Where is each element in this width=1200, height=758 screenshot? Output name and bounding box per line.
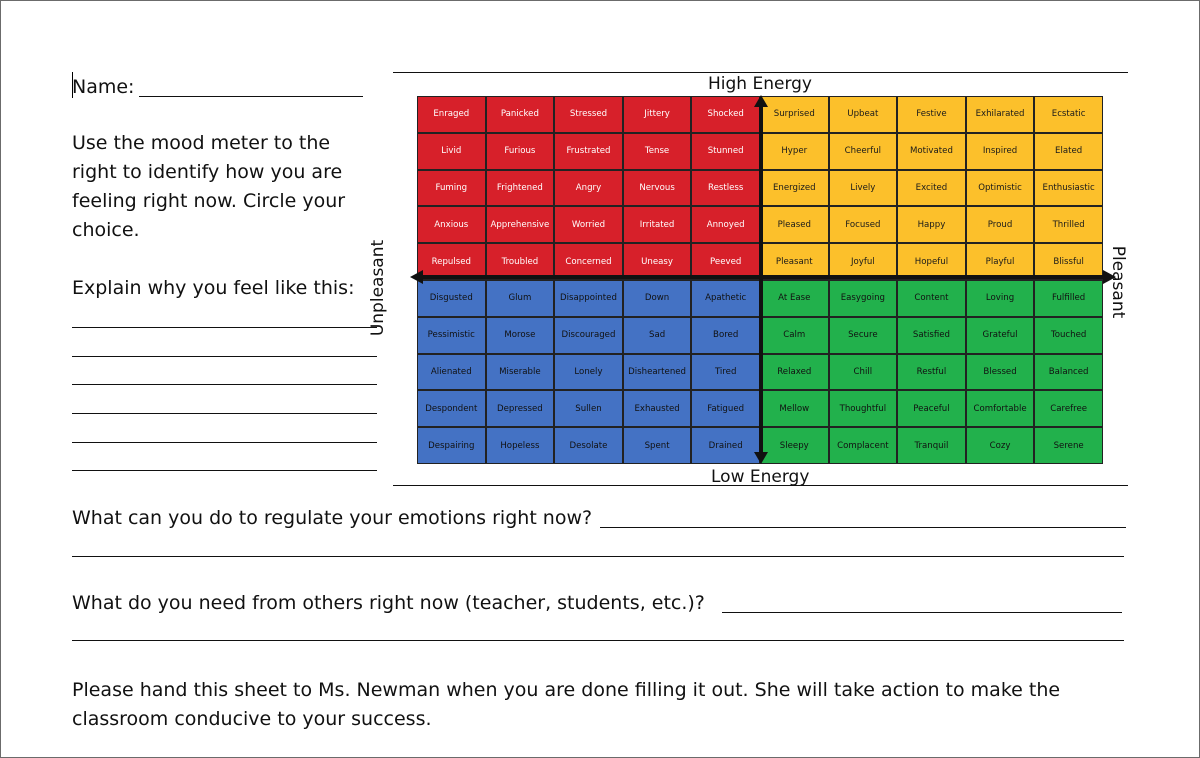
mood-cell[interactable]: Restless <box>691 170 760 207</box>
mood-cell[interactable]: Anxious <box>417 206 486 243</box>
mood-cell[interactable]: Glum <box>486 280 555 317</box>
mood-cell[interactable]: Exhausted <box>623 390 692 427</box>
mood-cell[interactable]: Nervous <box>623 170 692 207</box>
explain-label: Explain why you feel like this: <box>72 277 355 299</box>
mood-cell[interactable]: Despairing <box>417 427 486 464</box>
mood-cell[interactable]: Content <box>897 280 966 317</box>
explain-line-3[interactable] <box>72 384 377 385</box>
explain-line-2[interactable] <box>72 356 377 357</box>
regulate-answer-line-2[interactable] <box>72 556 1124 557</box>
mood-cell[interactable]: Lonely <box>554 354 623 391</box>
name-field-line[interactable] <box>139 96 363 97</box>
mood-cell[interactable]: Troubled <box>486 243 555 280</box>
mood-cell[interactable]: Loving <box>966 280 1035 317</box>
mood-cell[interactable]: Hopeless <box>486 427 555 464</box>
mood-cell[interactable]: Sleepy <box>760 427 829 464</box>
mood-cell[interactable]: Upbeat <box>829 96 898 133</box>
mood-cell[interactable]: Energized <box>760 170 829 207</box>
explain-line-6[interactable] <box>72 470 377 471</box>
mood-cell[interactable]: Stressed <box>554 96 623 133</box>
mood-cell[interactable]: Balanced <box>1034 354 1103 391</box>
mood-cell[interactable]: Sad <box>623 317 692 354</box>
mood-cell[interactable]: Livid <box>417 133 486 170</box>
mood-cell[interactable]: Annoyed <box>691 206 760 243</box>
mood-cell[interactable]: Ecstatic <box>1034 96 1103 133</box>
mood-cell[interactable]: Thoughtful <box>829 390 898 427</box>
mood-cell[interactable]: Joyful <box>829 243 898 280</box>
mood-cell[interactable]: Fuming <box>417 170 486 207</box>
mood-cell[interactable]: Spent <box>623 427 692 464</box>
mood-cell[interactable]: Fulfilled <box>1034 280 1103 317</box>
regulate-question: What can you do to regulate your emotions right now? <box>72 507 593 529</box>
mood-cell[interactable]: Pessimistic <box>417 317 486 354</box>
mood-cell[interactable]: Morose <box>486 317 555 354</box>
mood-cell[interactable]: Motivated <box>897 133 966 170</box>
mood-cell[interactable]: Irritated <box>623 206 692 243</box>
explain-line-1[interactable] <box>72 327 377 328</box>
mood-cell[interactable]: Lively <box>829 170 898 207</box>
mood-cell[interactable]: Cozy <box>966 427 1035 464</box>
mood-cell[interactable]: Hopeful <box>897 243 966 280</box>
mood-cell[interactable]: Shocked <box>691 96 760 133</box>
regulate-answer-line-1[interactable] <box>600 527 1126 528</box>
pleasantness-axis-line <box>422 275 1105 279</box>
mood-cell[interactable]: Bored <box>691 317 760 354</box>
mood-cell[interactable]: Playful <box>966 243 1035 280</box>
mood-cell[interactable]: Disheartened <box>623 354 692 391</box>
closing-note: Please hand this sheet to Ms. Newman when you are done filling it out. She will take action to make the classroom conducive to your success. <box>72 679 1061 730</box>
mood-cell[interactable]: Focused <box>829 206 898 243</box>
mood-cell[interactable]: Blessed <box>966 354 1035 391</box>
mood-cell[interactable]: Restful <box>897 354 966 391</box>
mood-cell[interactable]: Angry <box>554 170 623 207</box>
mood-cell[interactable]: Enraged <box>417 96 486 133</box>
mood-cell[interactable]: Miserable <box>486 354 555 391</box>
mood-cell[interactable]: Comfortable <box>966 390 1035 427</box>
mood-cell[interactable]: Carefree <box>1034 390 1103 427</box>
mood-cell[interactable]: Cheerful <box>829 133 898 170</box>
mood-cell[interactable]: Inspired <box>966 133 1035 170</box>
name-label: Name: <box>72 76 135 98</box>
axis-low-energy: Low Energy <box>711 467 810 487</box>
mood-cell[interactable]: Worried <box>554 206 623 243</box>
axis-pleasant: Pleasant <box>1108 245 1128 319</box>
mood-cell[interactable]: Touched <box>1034 317 1103 354</box>
mood-cell[interactable]: Desolate <box>554 427 623 464</box>
mood-cell[interactable]: Serene <box>1034 427 1103 464</box>
mood-cell[interactable]: Apprehensive <box>486 206 555 243</box>
mood-cell[interactable]: Hyper <box>760 133 829 170</box>
mood-cell[interactable]: Sullen <box>554 390 623 427</box>
mood-cell[interactable]: Thrilled <box>1034 206 1103 243</box>
mood-cell[interactable]: Disappointed <box>554 280 623 317</box>
meter-top-rule <box>393 72 1128 73</box>
mood-cell[interactable]: Repulsed <box>417 243 486 280</box>
mood-cell[interactable]: Exhilarated <box>966 96 1035 133</box>
need-answer-line-2[interactable] <box>72 640 1124 641</box>
explain-line-4[interactable] <box>72 413 377 414</box>
need-question: What do you need from others right now (teacher, students, etc.)? <box>72 592 705 614</box>
mood-cell[interactable]: Disgusted <box>417 280 486 317</box>
mood-cell[interactable]: Satisfied <box>897 317 966 354</box>
mood-cell[interactable]: Tense <box>623 133 692 170</box>
axis-unpleasant: Unpleasant <box>368 239 388 337</box>
mood-cell[interactable]: Despondent <box>417 390 486 427</box>
mood-cell[interactable]: Optimistic <box>966 170 1035 207</box>
mood-cell[interactable]: Depressed <box>486 390 555 427</box>
mood-cell[interactable]: Relaxed <box>760 354 829 391</box>
mood-cell[interactable]: Drained <box>691 427 760 464</box>
mood-cell[interactable]: Elated <box>1034 133 1103 170</box>
arrow-up-icon <box>754 95 768 107</box>
mood-cell[interactable]: Pleased <box>760 206 829 243</box>
mood-cell[interactable]: Uneasy <box>623 243 692 280</box>
mood-cell[interactable]: Complacent <box>829 427 898 464</box>
axis-high-energy: High Energy <box>708 74 812 94</box>
mood-cell[interactable]: Calm <box>760 317 829 354</box>
mood-cell[interactable]: Proud <box>966 206 1035 243</box>
mood-cell[interactable]: Jittery <box>623 96 692 133</box>
mood-cell[interactable]: Discouraged <box>554 317 623 354</box>
mood-cell[interactable]: Tired <box>691 354 760 391</box>
mood-cell[interactable]: Grateful <box>966 317 1035 354</box>
mood-cell[interactable]: Peeved <box>691 243 760 280</box>
mood-cell[interactable]: Furious <box>486 133 555 170</box>
mood-cell[interactable]: Apathetic <box>691 280 760 317</box>
mood-cell[interactable]: At Ease <box>760 280 829 317</box>
mood-cell[interactable]: Panicked <box>486 96 555 133</box>
explain-line-5[interactable] <box>72 442 377 443</box>
arrow-right-icon <box>1103 270 1116 284</box>
mood-cell[interactable]: Concerned <box>554 243 623 280</box>
mood-cell[interactable]: Surprised <box>760 96 829 133</box>
mood-cell[interactable]: Frustrated <box>554 133 623 170</box>
mood-cell[interactable]: Secure <box>829 317 898 354</box>
mood-cell[interactable]: Blissful <box>1034 243 1103 280</box>
mood-cell[interactable]: Enthusiastic <box>1034 170 1103 207</box>
mood-cell[interactable]: Chill <box>829 354 898 391</box>
mood-cell[interactable]: Easygoing <box>829 280 898 317</box>
mood-cell[interactable]: Peaceful <box>897 390 966 427</box>
mood-cell[interactable]: Happy <box>897 206 966 243</box>
mood-cell[interactable]: Pleasant <box>760 243 829 280</box>
mood-cell[interactable]: Down <box>623 280 692 317</box>
mood-cell[interactable]: Alienated <box>417 354 486 391</box>
mood-cell[interactable]: Excited <box>897 170 966 207</box>
mood-cell[interactable]: Stunned <box>691 133 760 170</box>
mood-cell[interactable]: Mellow <box>760 390 829 427</box>
mood-cell[interactable]: Fatigued <box>691 390 760 427</box>
need-answer-line-1[interactable] <box>722 612 1122 613</box>
instructions-text: Use the mood meter to the right to identify how you are feeling right now. Circle your choice. <box>72 132 346 241</box>
mood-cell[interactable]: Festive <box>897 96 966 133</box>
arrow-down-icon <box>754 452 768 464</box>
mood-cell[interactable]: Tranquil <box>897 427 966 464</box>
mood-cell[interactable]: Frightened <box>486 170 555 207</box>
arrow-left-icon <box>410 270 423 284</box>
